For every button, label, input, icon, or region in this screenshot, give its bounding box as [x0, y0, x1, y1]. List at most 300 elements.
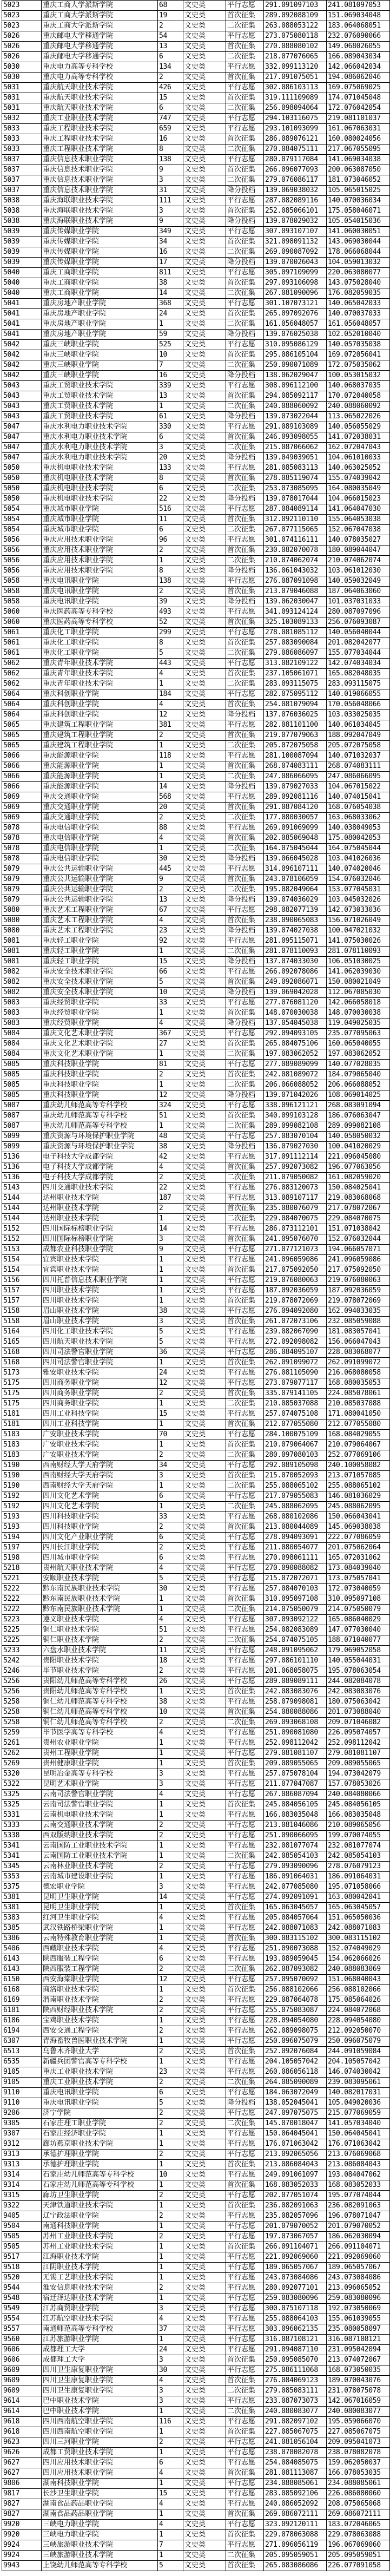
subject-category-cell: 文史类 [183, 1502, 226, 1512]
school-code-cell: 5375 [2, 1882, 42, 1892]
lowest-score-cell: 170.072040058 [327, 391, 390, 402]
admission-batch-cell: 平行志愿 [226, 2057, 264, 2067]
table-row [2, 977, 390, 988]
lowest-score-cell: 316.087108121 [327, 2335, 390, 2345]
school-name-cell: 重庆工贸职业技术学院 [42, 391, 158, 402]
lowest-score-cell: 186.091064031 [327, 1872, 390, 1882]
highest-score-cell: 266.096077093 [264, 165, 327, 175]
school-code-cell: 9520 [2, 2273, 42, 2283]
subject-category-cell: 文史类 [183, 720, 226, 731]
lowest-score-cell: 268.074083111 [327, 761, 390, 772]
school-name-cell: 重庆工商大学派斯学院 [42, 1, 158, 11]
admission-batch-cell: 二次征集 [226, 885, 264, 895]
school-name-cell: 重庆信息技术职业学院 [42, 155, 158, 165]
school-name-cell: 四川卫生康复职业学院 [42, 2365, 158, 2376]
admission-batch-cell: 平行志愿 [226, 1749, 264, 1759]
subject-category-cell: 文史类 [183, 1, 226, 11]
table-row [2, 659, 390, 669]
subject-category-cell: 文史类 [183, 2530, 226, 2540]
admission-batch-cell: 平行志愿 [226, 1821, 264, 1831]
highest-score-cell: 234.088085061 [264, 2479, 327, 2489]
subject-category-cell: 文史类 [183, 52, 226, 62]
subject-category-cell: 文史类 [183, 1903, 226, 1913]
lowest-score-cell: 141.069034038 [327, 155, 390, 165]
table-row [2, 1759, 390, 1769]
table-row [2, 2386, 390, 2396]
subject-category-cell: 文史类 [183, 1389, 226, 1399]
lowest-score-cell: 166.078053035 [327, 2468, 390, 2479]
table-row [2, 350, 390, 360]
lowest-score-cell: 247.086066095 [327, 772, 390, 782]
school-name-cell: 石家庄经济职业学院 [42, 2129, 158, 2139]
highest-score-cell: 251.090073088 [264, 1944, 327, 1954]
school-code-cell: 5158 [2, 1317, 42, 1327]
school-name-cell: 重庆资源与环境保护职业学院 [42, 1132, 158, 1142]
admission-batch-cell: 首次征集 [226, 916, 264, 926]
subject-category-cell: 文史类 [183, 1399, 226, 1409]
school-code-cell: 5079 [2, 875, 42, 885]
school-name-cell: 重庆工贸职业技术学院 [42, 381, 158, 391]
school-name-cell: 重庆轻工职业学院 [42, 936, 158, 947]
school-code-cell: 5039 [2, 258, 42, 268]
school-code-cell: 5183 [2, 1450, 42, 1461]
table-row [2, 1265, 390, 1276]
table-row [2, 1964, 390, 1975]
school-name-cell: 重庆机电职业技术学院 [42, 463, 158, 474]
subject-category-cell: 文史类 [183, 1666, 226, 1677]
lowest-score-cell: 140.082017031 [327, 2088, 390, 2098]
highest-score-cell: 307.093107107 [264, 227, 327, 237]
lowest-score-cell: 142.067016059 [327, 2396, 390, 2407]
lowest-score-cell: 151.071038042 [327, 1224, 390, 1234]
admission-batch-cell: 首次征集 [226, 546, 264, 556]
admitted-count-cell: 1 [158, 2273, 183, 2283]
school-name-cell: 昆明冶金高等专科学校 [42, 1769, 158, 1779]
lowest-score-cell: 210.085037088 [327, 1399, 390, 1409]
school-name-cell: 济宁学院 [42, 2108, 158, 2119]
lowest-score-cell: 242.085054103 [327, 1851, 390, 1862]
highest-score-cell: 314.096107111 [264, 864, 327, 875]
lowest-score-cell: 176.071063042 [327, 2139, 390, 2150]
subject-category-cell: 文史类 [183, 1204, 226, 1214]
school-code-cell: 5136 [2, 1152, 42, 1162]
school-code-cell: 5062 [2, 659, 42, 669]
subject-category-cell: 文史类 [183, 916, 226, 926]
school-name-cell: 重庆安全技术职业学院 [42, 967, 158, 977]
subject-category-cell: 文史类 [183, 1923, 226, 1934]
school-code-cell: 9405 [2, 2211, 42, 2222]
lowest-score-cell: 201.073088040 [327, 1707, 390, 1718]
subject-category-cell: 文史类 [183, 2006, 226, 2016]
highest-score-cell: 276.094092080 [264, 1306, 327, 1317]
lowest-score-cell: 113.065022026 [327, 412, 390, 422]
subject-category-cell: 文史类 [183, 998, 226, 1008]
school-name-cell: 云南机电职业技术学院 [42, 1810, 158, 1821]
admission-batch-cell: 平行志愿 [226, 1378, 264, 1389]
highest-score-cell: 265.097092076 [264, 309, 327, 319]
highest-score-cell: 205.084057064 [264, 1913, 327, 1923]
subject-category-cell: 文史类 [183, 803, 226, 813]
table-row [2, 1697, 390, 1707]
table-row [2, 1656, 390, 1666]
school-code-cell: 5406 [2, 1944, 42, 1954]
school-code-cell: 9548 [2, 2294, 42, 2304]
table-row [2, 1615, 390, 1625]
admission-batch-cell: 平行志愿 [226, 1872, 264, 1882]
admission-batch-cell: 平行志愿 [226, 1697, 264, 1707]
school-name-cell: 重庆房地产职业学院 [42, 309, 158, 319]
school-code-cell: 6169 [2, 1995, 42, 2006]
school-name-cell: 重庆三峡职业学院 [42, 371, 158, 381]
table-row [2, 2150, 390, 2160]
highest-score-cell: 239.082067090 [264, 1327, 327, 1337]
lowest-score-cell: 150.066043041 [327, 1512, 390, 1522]
school-name-cell: 重庆邮电大学移通学院 [42, 42, 158, 52]
table-row [2, 340, 390, 350]
admission-batch-cell: 平行志愿 [226, 1152, 264, 1162]
subject-category-cell: 文史类 [183, 350, 226, 360]
school-name-cell: 重庆机电职业技术学院 [42, 484, 158, 494]
admitted-count-cell: 13 [158, 42, 183, 52]
table-row [2, 1769, 390, 1779]
admission-batch-cell: 首次征集 [226, 73, 264, 83]
lowest-score-cell: 173.075057041 [327, 1574, 390, 1584]
table-row [2, 875, 390, 885]
subject-category-cell: 文史类 [183, 21, 226, 31]
highest-score-cell: 281.100087094 [264, 751, 327, 761]
school-code-cell: 5269 [2, 1759, 42, 1769]
school-code-cell: 5082 [2, 967, 42, 977]
lowest-score-cell: 268.083091094 [327, 1101, 390, 1111]
subject-category-cell: 文史类 [183, 1276, 226, 1286]
subject-category-cell: 文史类 [183, 556, 226, 566]
lowest-score-cell: 197.083062052 [327, 1049, 390, 1060]
lowest-score-cell: 224.085078061 [327, 1389, 390, 1399]
lowest-score-cell: 184.079065040 [327, 1070, 390, 1080]
highest-score-cell: 280.079117084 [264, 155, 327, 165]
admission-batch-cell: 首次征集 [226, 278, 264, 288]
school-code-cell: 5037 [2, 155, 42, 165]
school-code-cell: 5218 [2, 1563, 42, 1574]
subject-category-cell: 文史类 [183, 772, 226, 782]
lowest-score-cell: 103.045032026 [327, 895, 390, 905]
school-code-cell: 5190 [2, 1481, 42, 1491]
highest-score-cell: 217.075092050 [264, 1265, 327, 1276]
admission-batch-cell: 降分投档 [226, 371, 264, 381]
school-code-cell: 5192 [2, 1502, 42, 1512]
school-code-cell: 5190 [2, 1461, 42, 1471]
subject-category-cell: 文史类 [183, 422, 226, 432]
subject-category-cell: 文史类 [183, 628, 226, 638]
admission-batch-cell: 首次征集 [226, 134, 264, 144]
lowest-score-cell: 108.069014025 [327, 1090, 390, 1101]
school-name-cell: 云南司法警官职业学院 [42, 1790, 158, 1800]
lowest-score-cell: 173.084039040 [327, 1563, 390, 1574]
lowest-score-cell: 235.080058097 [327, 2324, 390, 2335]
table-row [2, 1152, 390, 1162]
admission-batch-cell: 首次征集 [226, 1039, 264, 1049]
highest-score-cell: 205.072075058 [264, 741, 327, 751]
lowest-score-cell: 162.072047043 [327, 443, 390, 453]
lowest-score-cell: 165.082048035 [327, 669, 390, 679]
admission-batch-cell: 二次征集 [226, 2119, 264, 2129]
lowest-score-cell: 140.078035027 [327, 535, 390, 546]
admitted-count-cell: 330 [158, 422, 183, 432]
admitted-count-cell: 12 [158, 710, 183, 720]
admission-batch-cell: 平行志愿 [226, 2108, 264, 2119]
subject-category-cell: 文史类 [183, 1944, 226, 1954]
subject-category-cell: 文史类 [183, 2396, 226, 2407]
table-row [2, 1204, 390, 1214]
highest-score-cell: 137.076036025 [264, 710, 327, 720]
school-name-cell: 重庆三峡职业学院 [42, 360, 158, 371]
table-row [2, 1409, 390, 1420]
school-name-cell: 重庆交通职业学院 [42, 803, 158, 813]
admission-batch-cell: 平行志愿 [226, 1255, 264, 1265]
table-row [2, 1420, 390, 1430]
admitted-count-cell: 15 [158, 1409, 183, 1420]
subject-category-cell: 文史类 [183, 258, 226, 268]
table-row [2, 1008, 390, 1018]
admission-batch-cell: 平行志愿 [226, 2304, 264, 2314]
highest-score-cell: 279.086086097 [264, 648, 327, 659]
admission-batch-cell: 首次征集 [226, 1111, 264, 1121]
lowest-score-cell: 210.074062074 [327, 556, 390, 566]
school-name-cell: 达州职业技术学院 [42, 1193, 158, 1204]
subject-category-cell: 文史类 [183, 1471, 226, 1481]
subject-category-cell: 文史类 [183, 175, 226, 186]
admitted-count-cell: 2 [158, 2232, 183, 2242]
subject-category-cell: 文史类 [183, 1913, 226, 1923]
school-name-cell: 成都理工大学 [42, 2355, 158, 2365]
table-row [2, 216, 390, 227]
table-row [2, 535, 390, 546]
admission-batch-cell: 二次征集 [226, 144, 264, 155]
subject-category-cell: 文史类 [183, 1286, 226, 1296]
admission-batch-cell: 首次征集 [226, 1265, 264, 1276]
school-name-cell: 重庆城市职业学院 [42, 525, 158, 535]
school-code-cell: 5381 [2, 1903, 42, 1913]
admission-batch-cell: 首次征集 [226, 669, 264, 679]
table-row [2, 2530, 390, 2540]
highest-score-cell: 138.052045041 [264, 2098, 327, 2108]
school-name-cell: 重庆应用技术职业学院 [42, 535, 158, 546]
lowest-score-cell: 200.063087050 [327, 165, 390, 175]
lowest-score-cell: 151.069034048 [327, 11, 390, 21]
lowest-score-cell: 172.075035062 [327, 360, 390, 371]
table-row [2, 1903, 390, 1913]
highest-score-cell: 242.077085080 [264, 1882, 327, 1892]
lowest-score-cell: 210.079064067 [327, 1440, 390, 1450]
highest-score-cell: 215.072072071 [264, 1574, 327, 1584]
lowest-score-cell: 169.075069025 [327, 83, 390, 93]
school-name-cell: 云南交通职业技术学院 [42, 1821, 158, 1831]
school-code-cell: 6194 [2, 2026, 42, 2036]
admission-batch-cell: 降分投档 [226, 330, 264, 340]
admitted-count-cell: 1 [158, 2129, 183, 2139]
school-name-cell: 廊坊卫生职业学院 [42, 2191, 158, 2201]
admitted-count-cell: 12 [158, 1975, 183, 1985]
subject-category-cell: 文史类 [183, 741, 226, 751]
admission-batch-cell: 平行志愿 [226, 1646, 264, 1656]
table-row [2, 731, 390, 741]
subject-category-cell: 文史类 [183, 1584, 226, 1594]
highest-score-cell: 341.093124124 [264, 607, 327, 617]
school-name-cell: 重庆电信职业学院 [42, 854, 158, 864]
school-code-cell: 5222 [2, 1605, 42, 1615]
table-row [2, 1625, 390, 1635]
admitted-count-cell: 1 [158, 2263, 183, 2273]
admitted-count-cell: 3 [158, 1769, 183, 1779]
admitted-count-cell: 4 [158, 833, 183, 844]
subject-category-cell: 文史类 [183, 1687, 226, 1697]
subject-category-cell: 文史类 [183, 844, 226, 854]
lowest-score-cell: 104.066015023 [327, 494, 390, 504]
subject-category-cell: 文史类 [183, 1656, 226, 1666]
admitted-count-cell: 2 [158, 2026, 183, 2036]
subject-category-cell: 文史类 [183, 1738, 226, 1749]
lowest-score-cell: 201.082042077 [327, 638, 390, 648]
lowest-score-cell: 151.068040043 [327, 1975, 390, 1985]
admission-batch-cell: 平行志愿 [226, 2222, 264, 2232]
lowest-score-cell: 140.074020046 [327, 864, 390, 875]
highest-score-cell: 145.070018047 [264, 2119, 327, 2129]
subject-category-cell: 文史类 [183, 2191, 226, 2201]
lowest-score-cell: 179.069052058 [327, 1646, 390, 1656]
table-row [2, 607, 390, 617]
highest-score-cell: 312.092110110 [264, 515, 327, 525]
admission-batch-cell: 降分投档 [226, 710, 264, 720]
school-code-cell: 5256 [2, 1687, 42, 1697]
school-name-cell: 承德护理职业学院 [42, 2160, 158, 2170]
highest-score-cell: 286.089076121 [264, 134, 327, 144]
admitted-count-cell: 52 [158, 617, 183, 628]
highest-score-cell: 257.083090084 [264, 638, 327, 648]
admitted-count-cell: 13 [158, 391, 183, 402]
admitted-count-cell: 1 [158, 2139, 183, 2150]
admitted-count-cell: 2 [158, 2119, 183, 2129]
highest-score-cell: 245.084056105 [264, 1800, 327, 1810]
school-name-cell: 四川国际标榜职业学院 [42, 1234, 158, 1245]
highest-score-cell: 215.087066062 [264, 443, 327, 453]
table-row [2, 2108, 390, 2119]
highest-score-cell: 277.076081120 [264, 998, 327, 1008]
lowest-score-cell: 163.068033062 [327, 813, 390, 823]
school-code-cell: 5040 [2, 278, 42, 288]
highest-score-cell: 245.088062095 [264, 1502, 327, 1512]
admission-batch-cell: 首次征集 [226, 391, 264, 402]
lowest-score-cell: 219.076080063 [327, 1276, 390, 1286]
school-code-cell: 6307 [2, 2036, 42, 2047]
admission-batch-cell: 首次征集 [226, 587, 264, 597]
subject-category-cell: 文史类 [183, 515, 226, 525]
highest-score-cell: 278.081085112 [264, 628, 327, 638]
highest-score-cell: 340.099103128 [264, 1111, 327, 1121]
lowest-score-cell: 102.052010040 [327, 330, 390, 340]
school-name-cell: 重庆电讯职业学院 [42, 2088, 158, 2098]
admission-batch-cell: 二次征集 [226, 2078, 264, 2088]
lowest-score-cell: 231.078075078 [327, 2386, 390, 2396]
highest-score-cell: 263.088053122 [264, 21, 327, 31]
school-name-cell: 西藏职业技术学院 [42, 1944, 158, 1954]
lowest-score-cell: 175.058046071 [327, 206, 390, 216]
subject-category-cell: 文史类 [183, 1800, 226, 1810]
school-code-cell: 9606 [2, 2345, 42, 2355]
admission-batch-cell: 平行志愿 [226, 1995, 264, 2006]
school-name-cell: 四川司法警官职业学院 [42, 1358, 158, 1368]
admission-batch-cell: 平行志愿 [226, 83, 264, 93]
admitted-count-cell: 19 [158, 11, 183, 21]
highest-score-cell: 256.098094064 [264, 103, 327, 114]
highest-score-cell: 269.086072111 [264, 2509, 327, 2520]
admission-batch-cell: 平行志愿 [226, 1666, 264, 1677]
school-name-cell: 四川交通职业技术学院 [42, 1183, 158, 1193]
admitted-count-cell: 2 [158, 2006, 183, 2016]
school-name-cell: 电子科技大学成都学院 [42, 1173, 158, 1183]
table-row [2, 2036, 390, 2047]
admitted-count-cell: 34 [158, 1461, 183, 1471]
school-code-cell: 5197 [2, 1543, 42, 1553]
admitted-count-cell: 2 [158, 1821, 183, 1831]
highest-score-cell: 213.079046088 [264, 587, 327, 597]
table-row [2, 2222, 390, 2232]
table-row [2, 494, 390, 504]
highest-score-cell: 268.080102086 [264, 1512, 327, 1522]
lowest-score-cell: 166.083035048 [327, 1810, 390, 1821]
school-code-cell: 5058 [2, 587, 42, 597]
school-code-cell: 5023 [2, 1, 42, 11]
school-name-cell: 重庆水利电力职业技术学院 [42, 432, 158, 443]
school-name-cell: 重庆建筑工程职业学院 [42, 731, 158, 741]
lowest-score-cell: 146.074030042 [327, 2067, 390, 2078]
lowest-score-cell: 140.038049053 [327, 823, 390, 833]
highest-score-cell: 164.075045044 [264, 844, 327, 854]
admitted-count-cell: 6 [158, 1491, 183, 1502]
subject-category-cell: 文史类 [183, 1512, 226, 1522]
highest-score-cell: 310.095086129 [264, 340, 327, 350]
highest-score-cell: 241.096059086 [264, 1255, 327, 1265]
admitted-count-cell: 2 [158, 2078, 183, 2088]
table-row [2, 1985, 390, 1995]
highest-score-cell: 279.076086117 [264, 175, 327, 186]
admitted-count-cell: 2 [158, 1389, 183, 1399]
table-row [2, 2479, 390, 2489]
school-name-cell: 江苏旅游职业学院 [42, 2335, 158, 2345]
school-code-cell: 5325 [2, 1800, 42, 1810]
school-code-cell: 5041 [2, 309, 42, 319]
lowest-score-cell: 242.083083076 [327, 1687, 390, 1697]
school-name-cell: 重庆科创职业学院 [42, 710, 158, 720]
admission-batch-cell: 平行志愿 [226, 2294, 264, 2304]
admitted-count-cell: 96 [158, 535, 183, 546]
table-row [2, 1502, 390, 1512]
admission-batch-cell: 降分投档 [226, 258, 264, 268]
school-code-cell: 5222 [2, 1584, 42, 1594]
admitted-count-cell: 6 [158, 103, 183, 114]
school-code-cell: 5031 [2, 83, 42, 93]
admitted-count-cell: 16 [158, 247, 183, 258]
admitted-count-cell: 16 [158, 371, 183, 381]
admission-batch-cell: 平行志愿 [226, 720, 264, 731]
table-row [2, 1841, 390, 1851]
table-row [2, 638, 390, 648]
admitted-count-cell: 1 [158, 1008, 183, 1018]
admission-batch-cell: 平行志愿 [226, 1491, 264, 1502]
table-row [2, 2324, 390, 2335]
school-code-cell: 9549 [2, 2304, 42, 2314]
admitted-count-cell: 51 [158, 1625, 183, 1635]
admission-batch-cell: 首次征集 [226, 42, 264, 52]
